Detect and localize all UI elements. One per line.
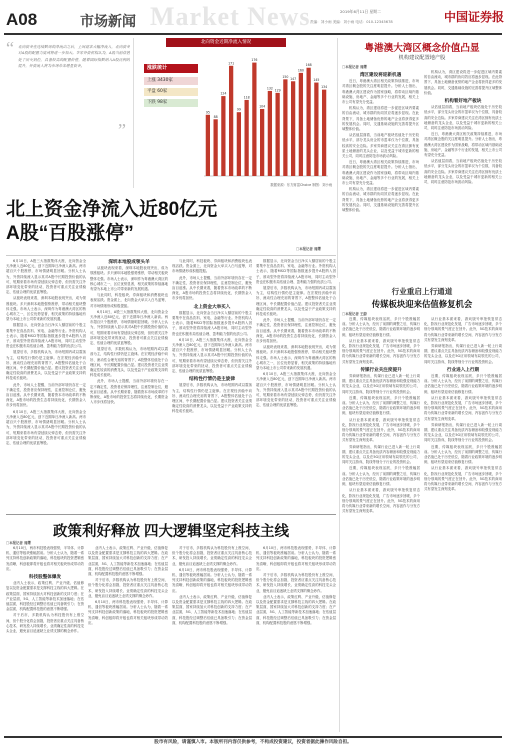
paragraph: 近日，粤港澳大湾区相关政策持续推进，市场对湾区概念股的关注度明显提升。分析人士指出，粤港澳大湾区建设作为国家战略，将带动区域内基础设施、房地产、金融等多个行业的发展，相关上市公司有望充分受益。 (342, 79, 419, 105)
bar-value-label: 168 (305, 63, 312, 68)
right-top-subtitle-2: 机构看好地产板块 (444, 98, 482, 104)
right-top-col2 (424, 70, 502, 280)
paragraph: 此外，市场人士提醒，当前外部环境仍存在一定不确定性，投资者应保持理性，注意控制仓位，避免盲目追涨。从中长期来看，随着资本市场改革的不断深化，A股市场的投资生态将持续优化，长期资金入市步伐将加快。 (256, 318, 336, 344)
main-col4 (256, 259, 336, 513)
paragraph: 从估值层面看，当前地产板块估值处于历史较低水平，部分龙头房企的市盈率仅为个位数，具备较高的安全边际。多家券商建议关注在湾区拥有优质土地储备的龙头企业，以及受益于城市更新的相关公司，同时注意防范市场波动风险。 (424, 105, 502, 131)
paragraph: 展望后市，多数机构认为，市场短期内或以震荡为主，结构性行情仍是主旋律。在宏观经济稳中向好、流动性合理充裕的背景下，A股整体估值处于合理区间，中长期配置价值凸显。建议投资者关注业绩确定性较高的消费龙头，以及受益于产业政策支持的科技成长板块。 (172, 383, 252, 414)
divider (337, 38, 338, 278)
right-top-col1 (342, 70, 419, 280)
paragraph: 与此同时，科技板块、券商板块和消费板块也表现活跃。资金面上，北向资金大举买入白马蓝筹，对市场情绪形成积极提振。 (172, 259, 252, 274)
bar (260, 109, 264, 176)
bar-value-label: 132 (266, 86, 273, 91)
right-mid-author: □本报记者 王蔚 (342, 312, 367, 316)
paragraph: 近期，传媒板块表现活跃，多只个股涨幅居前。分析人士认为，经历了前期的调整之后，传媒行业估值已处于历史低位，随着行业政策环境的逐步明朗，板块有望迎来估值修复行情。 (424, 374, 502, 394)
paragraph: 券商研报指出，传媒行业已进入新一轮上行周期，建议重点关注具备优质内容储备和较强变现能力的龙头企业，以及在5G应用领域布局领先的公司，同时关注游戏、院线等细分子行业的投资机会。 (424, 422, 502, 443)
bar (299, 73, 303, 176)
bar-value-label: 176 (251, 58, 258, 63)
paragraph: 展望后市，多数机构认为，市场短期内或以震荡为主，结构性行情仍是主旋律。在宏观经济稳中向好、流动性合理充裕的背景下，A股整体估值处于合理区间，中长期配置价值凸显。建议投资者关注业绩确定性较高的消费龙头，以及受益于产业政策支持的科技成长板块。 (256, 286, 336, 317)
bar (268, 91, 272, 176)
divider (339, 282, 340, 732)
bar (229, 66, 233, 176)
paragraph: 从板块表现来看，深圳本地股表现突出，成为领涨板块。多只深圳本地股强势涨停，带动相关板块整体走强。市场人士表示，深圳作为粤港澳大湾区的核心城市之一，区位优势显著，相关政策的持续落地有望为本地上市公司带来新的发展机遇。 (90, 266, 168, 292)
paragraph: 此外，市场人士提醒，当前外部环境仍存在一定不确定性，投资者应保持理性，注意控制仓位，避免盲目追涨。从中长期来看，随着资本市场改革的不断深化，A股市场的投资生态将持续优化，长期资金入市步伐将加快。 (172, 275, 252, 301)
main-col2 (90, 259, 168, 513)
bar-value-label: 88 (213, 114, 218, 119)
bottom-author: □本报记者 周缨 (6, 541, 31, 545)
paragraph: 业内人士表示，政策红利、产业升级、估值修复以及资金配置需求是支撑科技主线的四大逻辑。在政策层面，国家持续加大对科技创新的支持力度；在产业层面，5G、人工智能等新技术加速落地；在估值层面，科技股经过调整后估值已具备吸引力；在资金层面，机构配置科技股的意愿不断增强。 (88, 546, 168, 577)
main-headline-line1: 北上资金净流入近80亿元 (6, 199, 218, 220)
page-header (0, 0, 506, 36)
bar (314, 83, 318, 176)
paragraph: 机构认为，湾区建设将进一步促进区域内要素的自由流动，城市群的协同效应将逐步显现。在此背景下，具备土地储备优势的地产企业将获得更多的发展机会。同时，交通基础设施的完善将提升区域整体价值。 (342, 106, 419, 132)
paragraph: 机构认为，湾区建设将进一步促进区域内要素的自由流动，城市群的协同效应将逐步显现。在此背景下，具备土地储备优势的地产企业将获得更多的发展机会。同时，交通基础设施的完善将提升区域整体价值。 (342, 187, 419, 213)
bar (206, 115, 210, 176)
right-mid-subtitle-2: 行业进入上行期 (446, 366, 480, 372)
mid-section-title: 深圳本地股成领头羊 (108, 259, 150, 264)
paragraph: 近期，传媒板块表现活跃，多只个股涨幅居前。分析人士认为，经历了前期的调整之后，传媒行业估值已处于历史低位，随着行业政策环境的逐步明朗，板块有望迎来估值修复行情。 (424, 444, 502, 465)
bar (237, 112, 241, 176)
left-abstract: 北向资金在连续数周的净流出之后，上周迎来大幅净流入，北向资金对A股的配置力度或将进一步加大。多家外资机构认为，A股当前估值处于历史低位，具备较高的配置价值，随着国际指数纳入A股比例的提升，外资流入将为市场带来增量资金。 (18, 45, 130, 69)
bottom-col1 (6, 546, 84, 730)
stat-row-flat: 平盘 60家 (144, 88, 198, 96)
paragraph: 业内人士表示，政策红利、产业升级、估值修复以及资金配置需求是支撑科技主线的四大逻辑。在政策层面，国家持续加大对科技创新的支持力度；在产业层面，5G、人工智能等新技术加速落地；在估值层面，科技股经过调整后估值已具备吸引力；在资金层面，机构配置科技股的意愿不断增强。 (172, 594, 252, 625)
right-top-subtitle-1: 湾区建设将迎新机遇 (359, 72, 402, 77)
paragraph: 6月10日，两市科技股表现强势，半导体、计算机、通信等板块涨幅居前。分析人士认为，随着一系列支持科技创新政策的落地，科技板块的投资逻辑愈发清晰，科创板即将开板也将对相关板块形成带动效应。 (88, 600, 168, 625)
stat-row-down: 下跌 98家 (144, 99, 198, 107)
divider (6, 514, 336, 515)
right-mid-subhead: 传媒板块迎来估值修复机会 (371, 299, 473, 309)
paragraph: 近期，传媒板块表现活跃，多只个股涨幅居前。分析人士认为，经历了前期的调整之后，传媒行业估值已处于历史低位，随着行业政策环境的逐步明朗，板块有望迎来估值修复行情。 (342, 466, 420, 487)
bar (306, 68, 310, 176)
bar (221, 96, 225, 176)
right-mid-subtitle-1: 传媒行业关注度提升 (360, 366, 402, 372)
paragraph: 与此同时，科技板块、券商板块和消费板块也表现活跃。资金面上，北向资金大举买入白马蓝筹，对市场情绪形成积极提振。 (90, 293, 168, 308)
bar-value-label: 99 (236, 107, 241, 112)
chart-title: 北向资金近期净流入情况 (166, 38, 286, 47)
paragraph: 近期，传媒板块表现活跃，多只个股涨幅居前。分析人士认为，经历了前期的调整之后，传媒行业估值已处于历史低位，随着行业政策环境的逐步明朗，板块有望迎来估值修复行情。 (342, 317, 420, 337)
paragraph: 对于后市，多数机构认为科技股仍有上涨空间，但个股分化将会加剧，投资者应重点关注具备核心技术、研发投入持续增长、业绩确定性高的科技龙头企业，避免盲目追逐缺乏业绩支撑的概念炒作。 (172, 546, 252, 566)
right-mid-col2 (424, 317, 502, 729)
right-mid-col1 (342, 317, 420, 729)
paragraph: 6月10日，A股三大指数集体大涨，北向资金全天净流入近80亿元，创下近期单日净流入新高。两市超百只个股涨停，市场情绪明显回暖。分析人士认为，外资持续流入显示其对A股中长期投资价值的认可，短期来看市场有望延续反弹态势，但仍需关注外部环境变化带来的扰动，投资者可重点关注业绩稳定、估值合理的优质蓝筹股。 (256, 372, 336, 408)
paragraph: 展望后市，多数机构认为，市场短期内或以震荡为主，结构性行情仍是主旋律。在宏观经济稳中向好、流动性合理充裕的背景下，A股整体估值处于合理区间，中长期配置价值凸显。建议投资者关注业绩确定性较高的消费龙头，以及受益于产业政策支持的科技成长板块。 (90, 347, 168, 378)
main-headline (6, 198, 336, 246)
bar (275, 93, 279, 176)
bar (322, 90, 326, 176)
paragraph: 对于后市，多数机构认为科技股仍有上涨空间，但个股分化将会加剧，投资者应重点关注具备核心技术、研发投入持续增长、业绩确定性高的科技龙头企业，避免盲目追逐缺乏业绩支撑的概念炒作。 (6, 613, 84, 634)
paragraph: 数据显示，北向资金当日净买入额居前的个股主要集中在食品饮料、家电、金融等行业。外资机构人士表示，随着MSCI等国际指数逐步提升A股纳入因子，被动型外资将持续流入A股市场，同时主动型外资也在积极布局估值合理、盈利能力强的优质公司。 (172, 310, 252, 336)
paragraph: 6月10日，两市科技股表现强势，半导体、计算机、通信等板块涨幅居前。分析人士认为，随着一系列支持科技创新政策的落地，科技板块的投资逻辑愈发清晰，科创板即将开板也将对相关板块形成带动效应。 (256, 546, 336, 571)
bar-value-label: 150 (282, 74, 289, 79)
bottom-col3 (172, 546, 252, 730)
bar-value-label: 171 (228, 61, 235, 66)
paragraph: 6月10日，A股三大指数集体大涨，北向资金全天净流入近80亿元，创下近期单日净流入新高。两市超百只个股涨停，市场情绪明显回暖。分析人士认为，外资持续流入显示其对A股中长期投资价值的认可，短期来看市场有望延续反弹态势，但仍需关注外部环境变化带来的扰动，投资者可重点关注业绩稳定、估值合理的优质蓝筹股。 (172, 337, 252, 374)
mid-section-3-title: 结构性行情仍是主旋律 (189, 376, 235, 382)
right-top-author: □本报记者 周缨 (342, 65, 367, 69)
paragraph: 6月10日，A股三大指数集体大涨，北向资金全天净流入近80亿元，创下近期单日净流入新高。两市超百只个股涨停，市场情绪明显回暖。分析人士认为，外资持续流入显示其对A股中长期投资价值的认可，短期来看市场有望延续反弹态势，但仍需关注外部环境变化带来的扰动，投资者可重点关注业绩稳定、估值合理的优质蓝筹股。 (6, 259, 86, 295)
right-mid-headline: 行业重启上行通道 (391, 287, 453, 296)
paragraph: 数据显示，北向资金当日净买入额居前的个股主要集中在食品饮料、家电、金融等行业。外资机构人士表示，随着MSCI等国际指数逐步提升A股纳入因子，被动型外资将持续流入A股市场，同时主动型外资也在积极布局估值合理、盈利能力强的优质公司。 (6, 323, 86, 349)
bottom-subtitle: 科技股整体爆发 (28, 574, 62, 580)
paragraph: 从行业基本面来看，游戏版号审批恢复常态化，影视行业规范化发展，广告市场逐步回暖，多个细分领域的景气度正在回升。此外，5G技术的商用将为传媒行业带来新的增长空间，内容创作与分发方式有望发生深刻变革。 (424, 395, 502, 421)
bar-value-label: 118 (243, 95, 250, 100)
section-watermark: Market News (150, 2, 311, 31)
date-line: 2019年6月11日 星期二 (340, 9, 381, 14)
paragraph: 6月10日，A股三大指数集体大涨，北向资金全天净流入近80亿元，创下近期单日净流入新高。两市超百只个股涨停，市场情绪明显回暖。分析人士认为，外资持续流入显示其对A股中长期投资价值的认可，短期来看市场有望延续反弹态势，但仍需关注外部环境变化带来的扰动，投资者可重点关注业绩稳定、估值合理的优质蓝筹股。 (90, 309, 168, 346)
page-number: A08 (6, 10, 38, 29)
bottom-col4 (256, 546, 336, 730)
right-top-headline: 粤港澳大湾区概念价值凸显 (364, 43, 480, 54)
paragraph: 对于后市，多数机构认为科技股仍有上涨空间，但个股分化将会加剧，投资者应重点关注具备核心技术、研发投入持续增长、业绩确定性高的科技龙头企业，避免盲目追逐缺乏业绩支撑的概念炒作。 (88, 578, 168, 598)
paragraph: 从板块表现来看，深圳本地股表现突出，成为领涨板块。多只深圳本地股强势涨停，带动相关板块整体走强。市场人士表示，深圳作为粤港澳大湾区的核心城市之一，区位优势显著，相关政策的持续落地有望为本地上市公司带来新的发展机遇。 (6, 296, 86, 322)
bottom-headline: 政策利好释放 四大逻辑坚定科技主线 (52, 524, 290, 540)
bar-value-label: 134 (321, 85, 328, 90)
paragraph: 6月10日，A股三大指数集体大涨，北向资金全天净流入近80亿元，创下近期单日净流入新高。两市超百只个股涨停，市场情绪明显回暖。分析人士认为，外资持续流入显示其对A股中长期投资价值的认可，短期来看市场有望延续反弹态势，但仍需关注外部环境变化带来的扰动，投资者可重点关注业绩稳定、估值合理的优质蓝筹股。 (6, 409, 86, 445)
paragraph: 近日，粤港澳大湾区相关政策持续推进，市场对湾区概念股的关注度明显提升。分析人士指出，粤港澳大湾区建设作为国家战略，将带动区域内基础设施、房地产、金融等多个行业的发展，相关上市公司有望充分受益。 (342, 160, 419, 186)
stats-title: 涨跌统计 (144, 64, 198, 73)
bar (252, 63, 256, 176)
paragraph: 6月10日，两市科技股表现强势，半导体、计算机、通信等板块涨幅居前。分析人士认为，随着一系列支持科技创新政策的落地，科技板块的投资逻辑愈发清晰，科创板即将开板也将对相关板块形成带动效应。 (172, 567, 252, 593)
paragraph: 此外，市场人士提醒，当前外部环境仍存在一定不确定性，投资者应保持理性，注意控制仓位，避免盲目追涨。从中长期来看，随着资本市场改革的不断深化，A股市场的投资生态将持续优化，长期资金入市步伐将加快。 (6, 382, 86, 408)
paragraph: 从行业基本面来看，游戏版号审批恢复常态化，影视行业规范化发展，广告市场逐步回暖，多个细分领域的景气度正在回升。此外，5G技术的商用将为传媒行业带来新的增长空间，内容创作与分发方式有望发生深刻变革。 (424, 466, 502, 492)
paragraph: 6月10日，两市科技股表现强势，半导体、计算机、通信等板块涨幅居前。分析人士认为，随着一系列支持科技创新政策的落地，科技板块的投资逻辑愈发清晰，科创板即将开板也将对相关板块形成带动效应。 (6, 546, 84, 571)
paragraph: 券商研报指出，传媒行业已进入新一轮上行周期，建议重点关注具备优质内容储备和较强变现能力的龙头企业，以及在5G应用领域布局领先的公司，同时关注游戏、院线等细分子行业的投资机会。 (424, 344, 502, 364)
paragraph: 从板块表现来看，深圳本地股表现突出，成为领涨板块。多只深圳本地股强势涨停，带动相关板块整体走强。市场人士表示，深圳作为粤港澳大湾区的核心城市之一，区位优势显著，相关政策的持续落地有望为本地上市公司带来新的发展机遇。 (256, 345, 336, 371)
paragraph: 机构认为，湾区建设将进一步促进区域内要素的自由流动，城市群的协同效应将逐步显现。在此背景下，具备土地储备优势的地产企业将获得更多的发展机会。同时，交通基础设施的完善将提升区域整体价值。 (424, 70, 502, 95)
paragraph: 券商研报指出，传媒行业已进入新一轮上行周期，建议重点关注具备优质内容储备和较强变现能力的龙头企业，以及在5G应用领域布局领先的公司，同时关注游戏、院线等细分子行业的投资机会。 (342, 374, 420, 394)
paragraph: 近期，传媒板块表现活跃，多只个股涨幅居前。分析人士认为，经历了前期的调整之后，传媒行业估值已处于历史低位，随着行业政策环境的逐步明朗，板块有望迎来估值修复行情。 (342, 395, 420, 416)
right-top-subhead: 机构建议配置地产股 (398, 55, 446, 61)
bar-value-label: 124 (220, 91, 227, 96)
bar-chart (136, 38, 334, 189)
paragraph: 对于后市，多数机构认为科技股仍有上涨空间，但个股分化将会加剧，投资者应重点关注具备核心技术、研发投入持续增长、业绩确定性高的科技龙头企业，避免盲目追逐缺乏业绩支撑的概念炒作。 (256, 573, 336, 593)
paragraph: 从估值层面看，当前地产板块估值处于历史较低水平，部分龙头房企的市盈率仅为个位数，具备较高的安全边际。多家券商建议关注在湾区拥有优质土地储备的龙头企业，以及受益于城市更新的相关公司，同时注意防范市场波动风险。 (424, 159, 502, 185)
paragraph: 从行业基本面来看，游戏版号审批恢复常态化，影视行业规范化发展，广告市场逐步回暖，多个细分领域的景气度正在回升。此外，5G技术的商用将为传媒行业带来新的增长空间，内容创作与分发方式有望发生深刻变革。 (342, 417, 420, 443)
bar-value-label: 129 (274, 88, 281, 93)
paragraph: 业内人士表示，政策红利、产业升级、估值修复以及资金配置需求是支撑科技主线的四大逻辑。在政策层面，国家持续加大对科技创新的支持力度；在产业层面，5G、人工智能等新技术加速落地；在估值层面，科技股经过调整后估值已具备吸引力；在资金层面，机构配置科技股的意愿不断增强。 (6, 581, 84, 612)
paragraph: 从行业基本面来看，游戏版号审批恢复常态化，影视行业规范化发展，广告市场逐步回暖，多个细分领域的景气度正在回升。此外，5G技术的商用将为传媒行业带来新的增长空间，内容创作与分发方式有望发生深刻变革。 (342, 338, 420, 364)
paragraph: 展望后市，多数机构认为，市场短期内或以震荡为主，结构性行情仍是主旋律。在宏观经济稳中向好、流动性合理充裕的背景下，A股整体估值处于合理区间，中长期配置价值凸显。建议投资者关注业绩确定性较高的消费龙头，以及受益于产业政策支持的科技成长板块。 (6, 350, 86, 381)
main-headline-line2: A股“百股涨停” (6, 223, 134, 244)
section-title: 市场新闻 (80, 13, 136, 29)
bar (213, 119, 217, 176)
chart-credit: 数据来源：东方财富Choice 制图：刘小雨 (270, 183, 332, 187)
bar-value-label: 160 (297, 68, 304, 73)
bar (291, 81, 295, 176)
bar-value-label: 104 (259, 104, 266, 109)
paragraph: 从估值层面看，当前地产板块估值处于历史较低水平，部分龙头房企的市盈率仅为个位数，具备较高的安全边际。多家券商建议关注在湾区拥有优质土地储备的龙头企业，以及受益于城市更新的相关公司，同时注意防范市场波动风险。 (342, 133, 419, 159)
footer-disclaimer: 股市有风险，请谨慎入市。本版所刊内容仅供参考，不构成投资建议，投资者据此操作风险自担。 (154, 740, 352, 745)
bottom-col2 (88, 546, 168, 730)
paragraph: 业内人士表示，政策红利、产业升级、估值修复以及资金配置需求是支撑科技主线的四大逻辑。在政策层面，国家持续加大对科技创新的支持力度；在产业层面，5G、人工智能等新技术加速落地；在估值层面，科技股经过调整后估值已具备吸引力；在资金层面，机构配置科技股的意愿不断增强。 (256, 594, 336, 625)
main-col3 (172, 259, 252, 513)
paragraph: 数据显示，北向资金当日净买入额居前的个股主要集中在食品饮料、家电、金融等行业。外资机构人士表示，随着MSCI等国际指数逐步提升A股纳入因子，被动型外资将持续流入A股市场，同时主动型外资也在积极布局估值合理、盈利能力强的优质公司。 (256, 259, 336, 284)
bar (244, 100, 248, 176)
bar-value-label: 147 (290, 76, 297, 81)
chart-panel (136, 38, 334, 189)
mid-section-2-title: 北上资金大举买入 (193, 303, 231, 309)
quote-mark-icon: “ (6, 38, 14, 58)
brand-logo: 中国证券报 (444, 10, 505, 24)
footer-bar (4, 736, 502, 750)
stat-row-up: 上涨 3430家 (144, 77, 198, 85)
bar-value-label: 145 (313, 78, 320, 83)
paragraph: 从行业基本面来看，游戏版号审批恢复常态化，影视行业规范化发展，广告市场逐步回暖，多个细分领域的景气度正在回升。此外，5G技术的商用将为传媒行业带来新的增长空间，内容创作与分发方式有望发生深刻变革。 (424, 317, 502, 342)
main-author: □本报记者 周缨 (296, 247, 321, 251)
bar-value-label: 95 (205, 110, 210, 115)
header-rule (4, 33, 502, 35)
divider (6, 255, 336, 256)
paragraph: 此外，市场人士提醒，当前外部环境仍存在一定不确定性，投资者应保持理性，注意控制仓位，避免盲目追涨。从中长期来看，随着资本市场改革的不断深化，A股市场的投资生态将持续优化，长期资金入市步伐将加快。 (90, 379, 168, 405)
main-col1 (6, 259, 86, 513)
quote-close-icon: ” (118, 120, 126, 140)
editor-line: 责编：刘小雨 美编：刘小雨 电话：010-12345678 (310, 20, 393, 24)
bar (283, 79, 287, 176)
divider (133, 38, 134, 188)
paragraph: 从行业基本面来看，游戏版号审批恢复常态化，影视行业规范化发展，广告市场逐步回暖，多个细分领域的景气度正在回升。此外，5G技术的商用将为传媒行业带来新的增长空间，内容创作与分发方式有望发生深刻变革。 (342, 488, 420, 514)
paragraph: 券商研报指出，传媒行业已进入新一轮上行周期，建议重点关注具备优质内容储备和较强变现能力的龙头企业，以及在5G应用领域布局领先的公司，同时关注游戏、院线等细分子行业的投资机会。 (342, 444, 420, 465)
paragraph: 近日，粤港澳大湾区相关政策持续推进，市场对湾区概念股的关注度明显提升。分析人士指出，粤港澳大湾区建设作为国家战略，将带动区域内基础设施、房地产、金融等多个行业的发展，相关上市公司有望充分受益。 (424, 132, 502, 158)
